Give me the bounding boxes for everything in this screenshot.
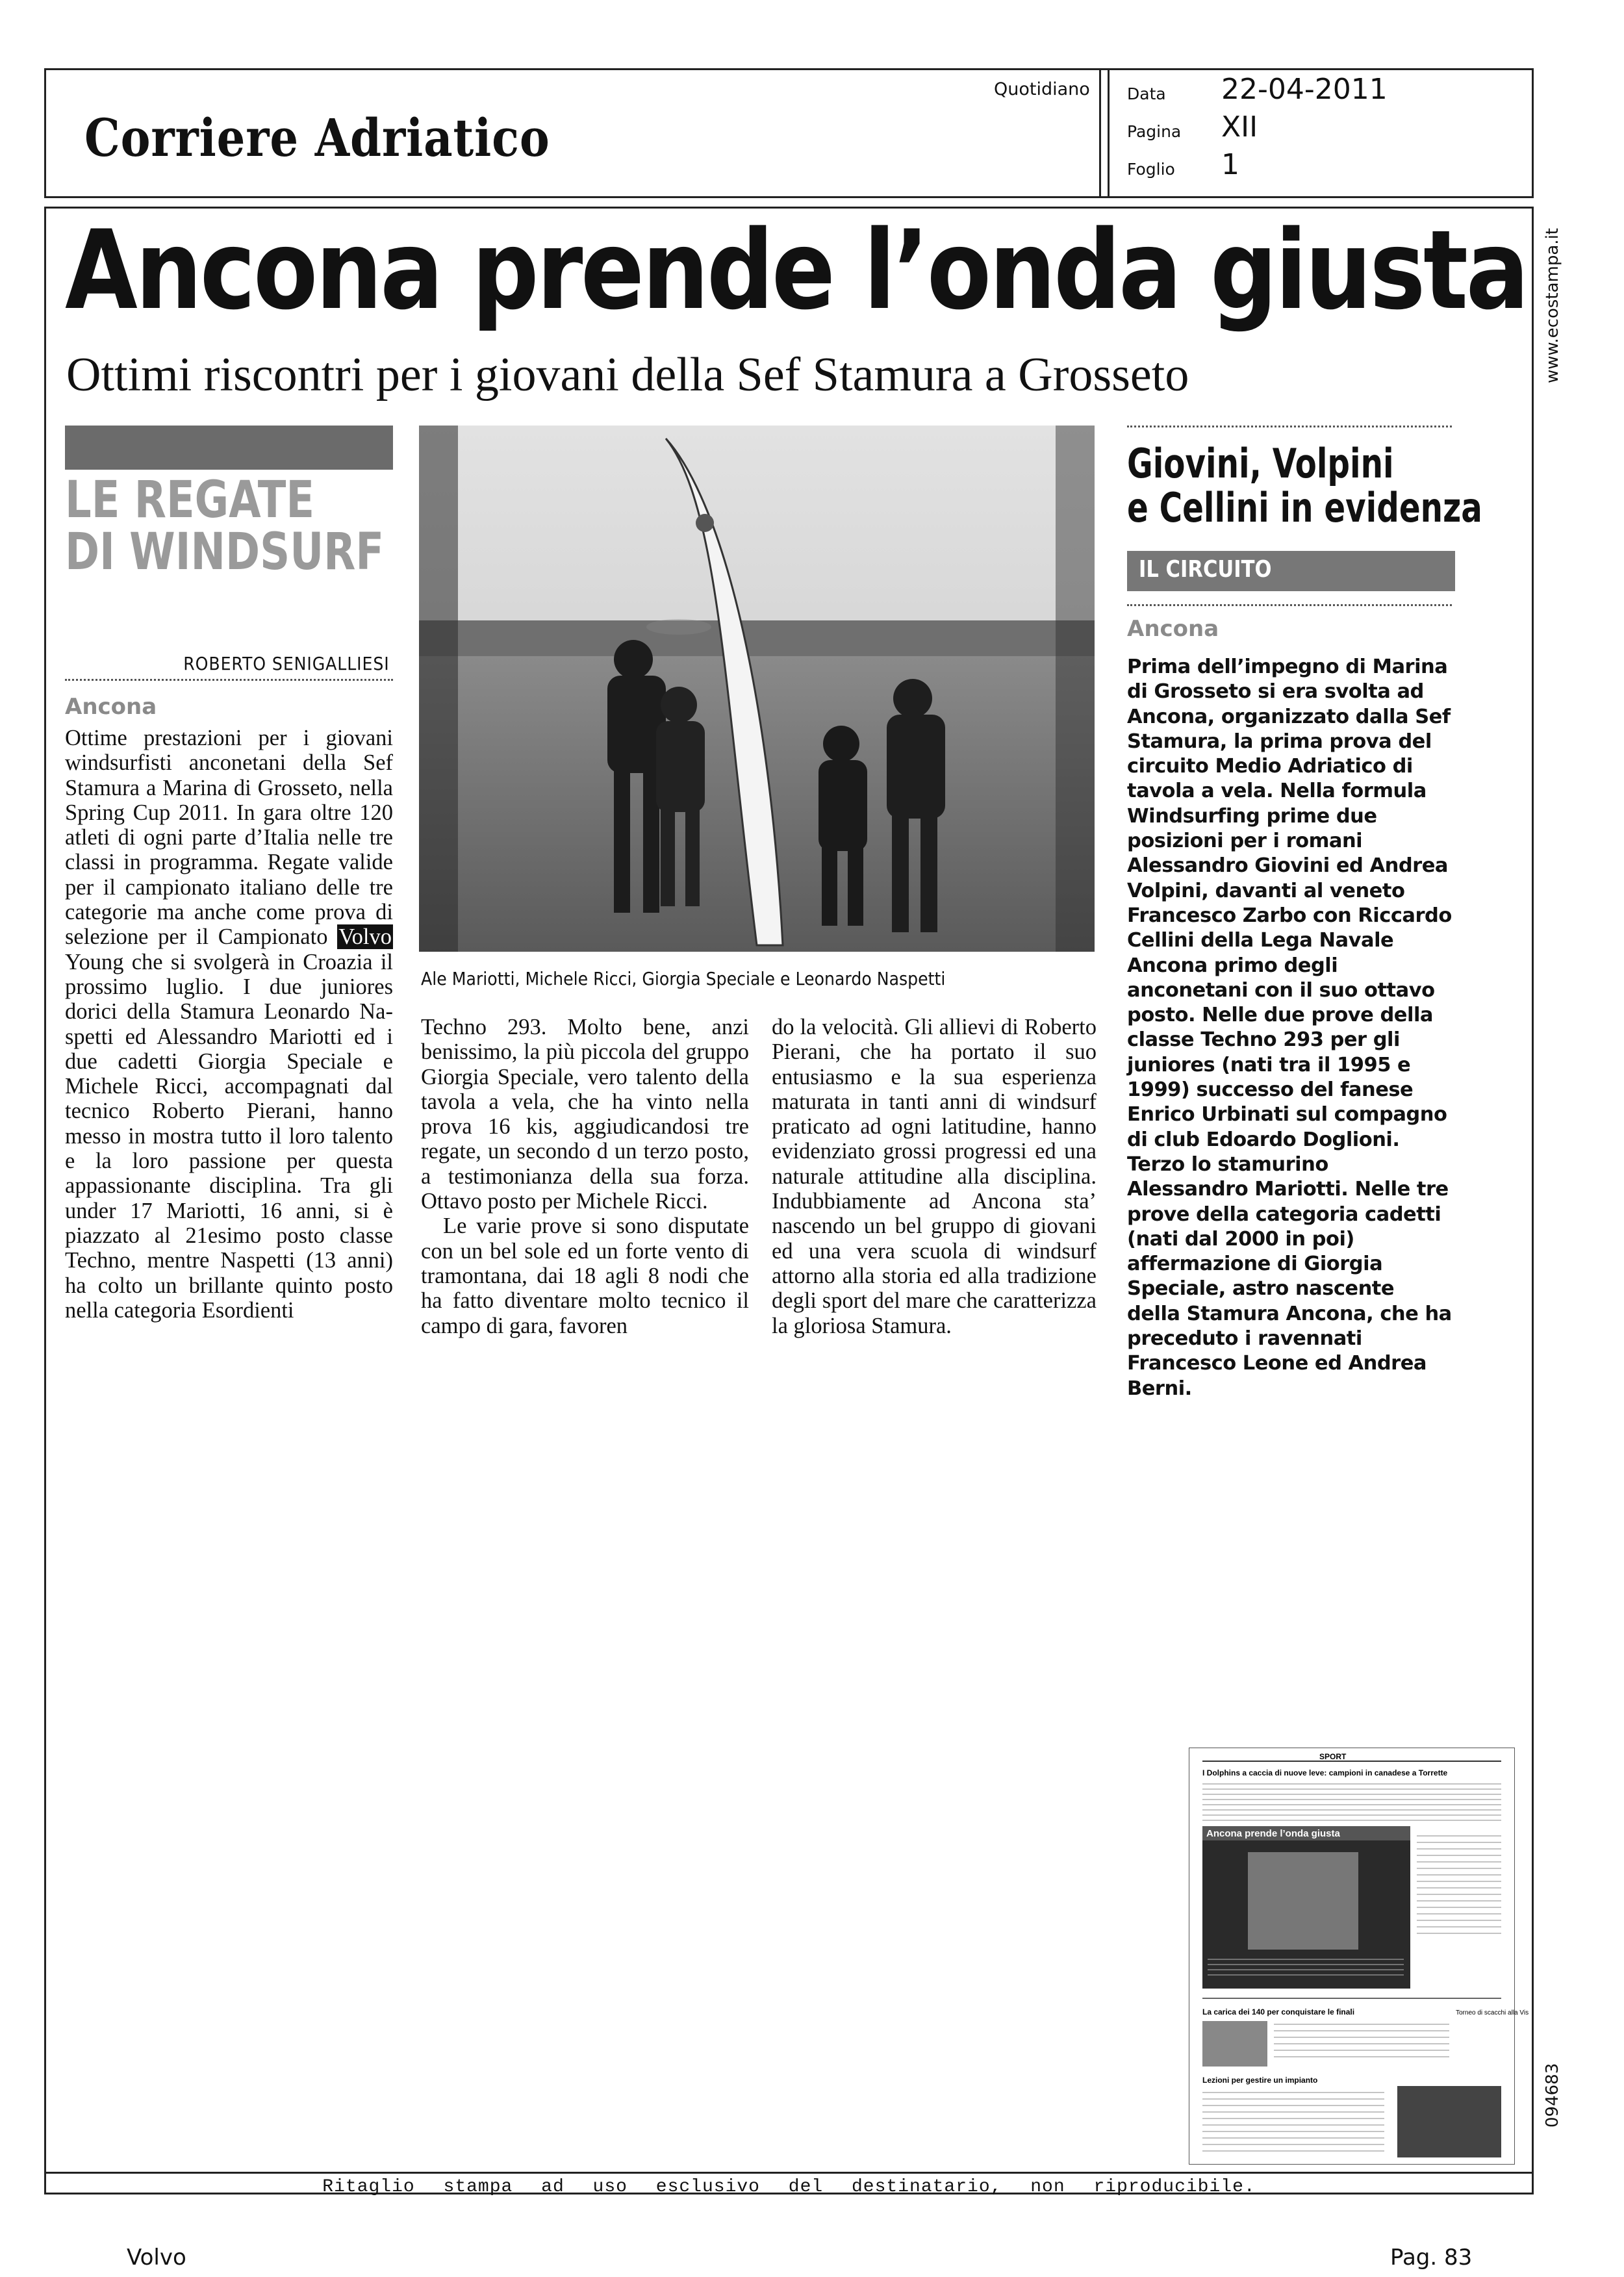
sidebar-headline-line: e Cellini in evidenza (1127, 484, 1482, 531)
thumb-top-headline: I Dolphins a caccia di nuove leve: campioni in canadese a Torrette (1202, 1768, 1448, 1777)
meta-label-sheet: Foglio (1127, 160, 1175, 179)
sidebar-headline-line: Giovini, Volpini (1127, 440, 1394, 487)
sidebar-headline (1127, 442, 1482, 530)
sidebar-tag: IL CIRCUITO (1127, 551, 1455, 591)
sidebar-city: Ancona (1127, 616, 1219, 642)
kicker (65, 471, 385, 581)
thumb-side-note: Torneo di scacchi alla Vis (1456, 2009, 1529, 2016)
dateline-city: Ancona (65, 694, 157, 720)
dotted-rule (65, 679, 393, 681)
meta-value-page: XII (1221, 110, 1258, 144)
body-text: Ottime prestazioni per i giovani windsurfisti anconetani della Sef Stamura a Marina di Grosseto, nella Spring Cup 2011. In gara oltre 120 atleti di ogni parte d’Italia nelle tre classi in programma. Regate valide per il campionato italiano delle tre categorie ma anche come prova di selezione per il Campionato (65, 726, 393, 950)
footer-rule (44, 2172, 1534, 2174)
meta-value-sheet: 1 (1221, 148, 1239, 181)
meta-label-page: Pagina (1127, 122, 1182, 141)
sidebar-text: Prima dell’impegno di Marina di Grosseto si era svolta ad Ancona, organizzato dalla Sef Stamura, la prima prova del circuito Medio Adriatico di tavola a vela. Nella formula Windsurfing prime due posizioni per i romani Alessandro Giovini ed Andrea Volpini, davanti al veneto Francesco Zarbo con Riccardo Cellini della Lega Navale Ancona primo degli anconetani con il suo ottavo posto. Nelle due prove della classe Techno 293 per gli juniores (nati tra il 1995 e 1999) successo del fanese Enrico Urbinati sul compagno di club Edoardo Doglioni. Terzo lo stamurino Alessandro Mariotti. Nelle tre prove della categoria cadetti (nati dal 2000 in poi) affermazione di Giorgia Speciale, astro nascente della Stamura Ancona, che ha preceduto i ravennati Francesco Leone ed Andrea Berni. (1127, 655, 1452, 1400)
thumb-bottom-headline: Lezioni per gestire un impianto (1202, 2076, 1318, 2085)
meta-label-date: Data (1127, 84, 1166, 103)
publication-type: Quotidiano (994, 79, 1090, 99)
body-paragraph: Techno 293. Molto bene, anzi benissimo, la più piccola del gruppo Giorgia Speciale, vero talento della tavola a vela, che ha vinto nella prova 16 kis, aggiudicandosi tre regate, un secondo d un terzo posto, a testimonianza della sua forza. Ottavo posto per Michele Ricci. (421, 1015, 749, 1214)
article-column-3 (772, 1015, 1097, 1338)
footer-keyword: Volvo (127, 2245, 186, 2271)
thumb-headline: Ancona prende l’onda giusta (1206, 1828, 1340, 1839)
headline: Ancona prende l’onda giusta (65, 207, 1527, 334)
photo-caption: Ale Mariotti, Michele Ricci, Giorgia Speciale e Leonardo Naspetti (421, 968, 946, 989)
copyright-disclaimer: Ritaglio stampa ad uso esclusivo del destinatario, non riproducibile. (322, 2177, 1256, 2197)
dotted-rule (1127, 604, 1452, 606)
side-url: www.ecostampa.it (1543, 228, 1562, 383)
body-paragraph: Le varie prove si sono disputate con un bel sole ed un forte vento di tramontana, dai 18 agli 8 nodi che ha fatto diventare molto tecnico il campo di gara, favoren (421, 1214, 749, 1338)
sponsor-highlight: Volvo (338, 924, 392, 950)
dotted-rule (1127, 426, 1452, 427)
body-paragraph: do la velocità. Gli allievi di Roberto Pierani, che ha portato il suo entusiasmo e la sua esperienza maturata in tanti anni di windsurf praticato ad ogni latitudine, hanno evidenziato grossi progressi ed una naturale attitudine alla disciplina. Indubbiamente ad Ancona sta’ nascendo un bel gruppo di giovani ed una vera scuola di windsurf attorno alla storia ed alla tradizione degli sport del mare che caratterizza la gloriosa Stamura. (772, 1015, 1097, 1338)
kicker-bar (65, 426, 393, 470)
thumb-section: SPORT (1319, 1752, 1347, 1761)
subheadline: Ottimi riscontri per i giovani della Sef Stamura a Grosseto (66, 348, 1189, 401)
meta-value-date: 22-04-2011 (1221, 73, 1388, 106)
article-photo (419, 426, 1095, 952)
kicker-line: DI WINDSURF (65, 523, 385, 581)
page-number: Pag. 83 (1390, 2245, 1473, 2271)
masthead: Corriere Adriatico (84, 107, 550, 168)
body-text: Young che si svolgerà in Croazia il prossimo luglio. I due juniores dorici della Stamura Leonardo Naspetti ed Alessandro Mariotti ed i due cadetti Giorgia Speciale e Michele Ricci, accompagnati dal tecnico Roberto Pierani, hanno messo in mostra tutto il loro talento e la loro passione per questa appassionante disciplina. Tra gli under 17 Mariotti, 16 anni, si è piazzato al 21esimo posto classe Techno, mentre Naspetti (13 anni) ha colto un brillante quinto posto nella categoria Esordienti (65, 949, 393, 1323)
author-byline: ROBERTO SENIGALLIESI (183, 653, 390, 674)
thumb-side-headline: La carica dei 140 per conquistare le finali (1202, 2007, 1355, 2016)
article-column-1 (65, 726, 393, 1323)
kicker-line: LE REGATE (65, 471, 315, 529)
header-divider (1099, 68, 1101, 198)
page-thumbnail (1189, 1748, 1529, 2165)
article-column-2 (421, 1015, 749, 1338)
header-divider (1108, 68, 1110, 198)
side-code: 094683 (1543, 2063, 1562, 2128)
